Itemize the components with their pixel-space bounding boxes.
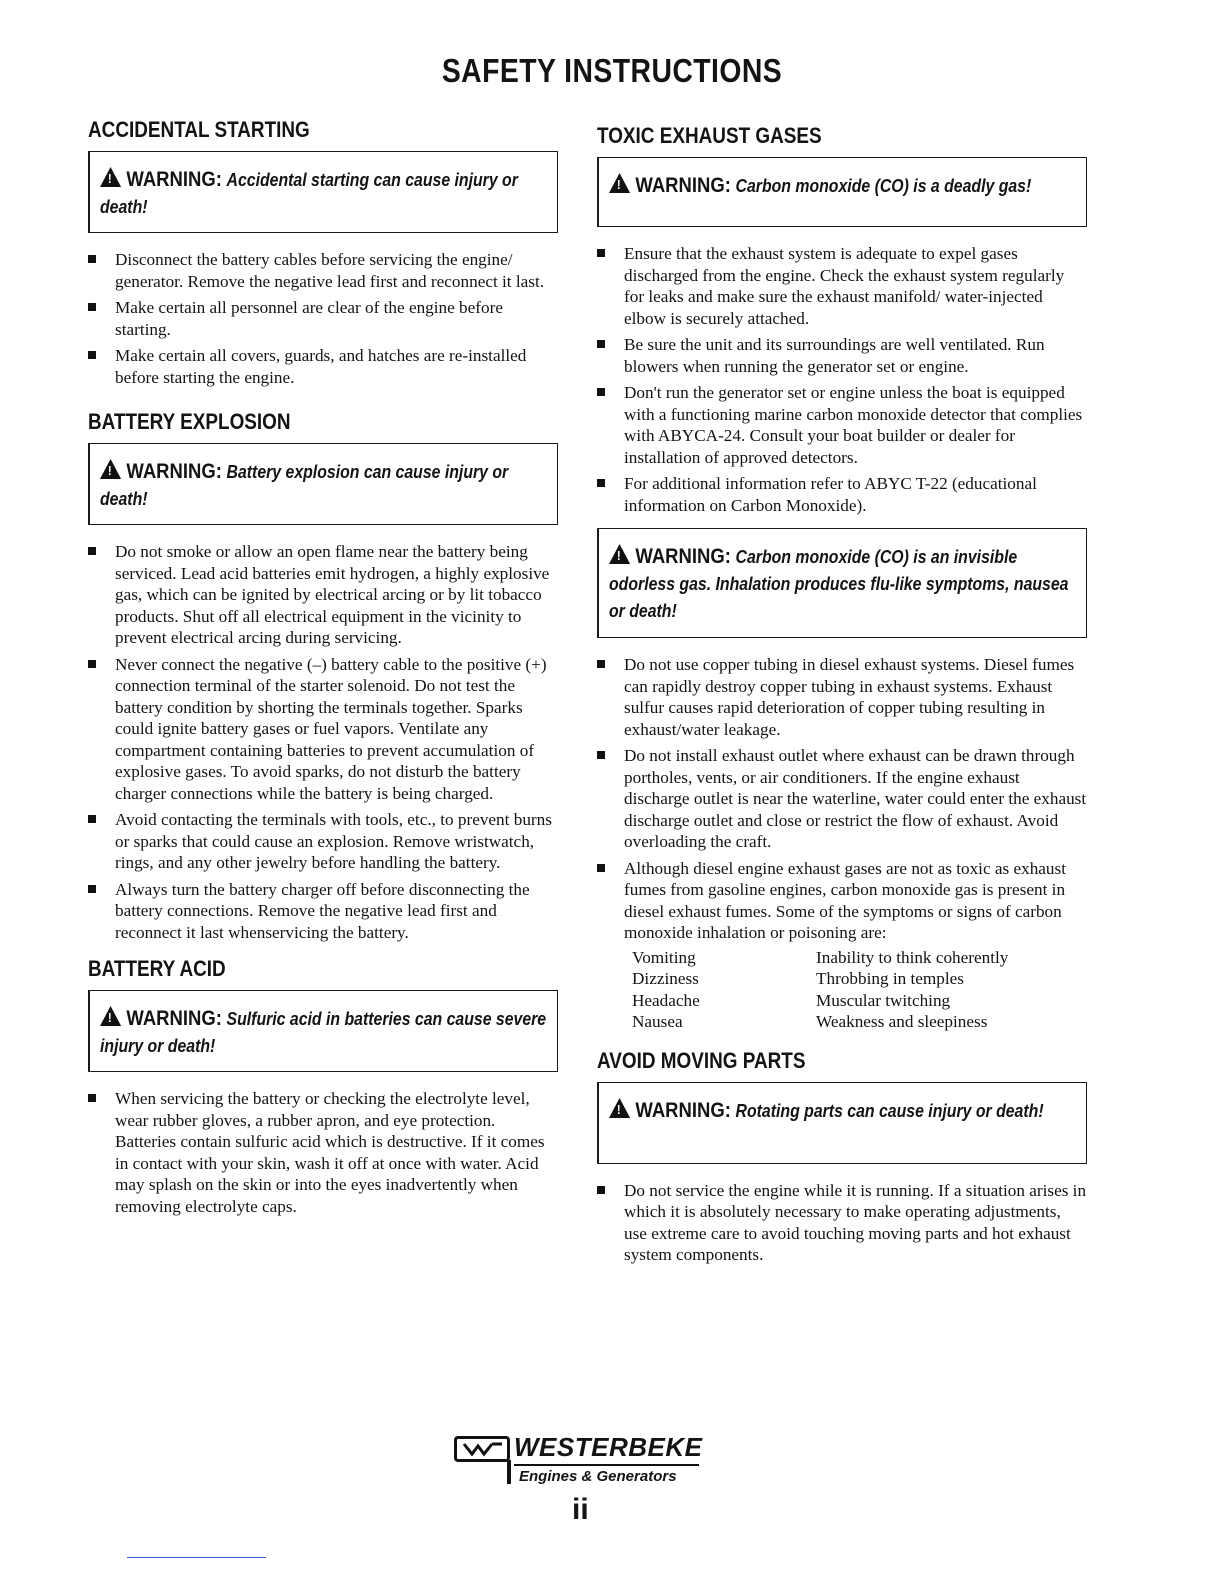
bullet-list-toxic-exhaust: [597, 243, 1087, 516]
list-item: Do not install exhaust outlet where exhaust can be drawn through portholes, vents, or air conditioners. If the engine exhaust discharge outlet is near the waterline, water could enter the exhaust discharge outlet and close or restrict the flow of exhaust. Avoid overloading the craft.: [597, 745, 1087, 853]
bullet-list-battery-acid: [88, 1088, 558, 1217]
list-item: Don't run the generator set or engine unless the boat is equipped with a functioning marine carbon monoxide detector that complies with ABYCA-24. Consult your boat builder or dealer for installation of approved detectors.: [597, 382, 1087, 468]
warning-message: Carbon monoxide (CO) is a deadly gas!: [735, 176, 1032, 196]
bullet-square-icon: [597, 340, 605, 348]
bullet-square-icon: [597, 751, 605, 759]
warning-triangle-icon: [100, 167, 121, 187]
symptom-item: Nausea: [632, 1012, 683, 1031]
bullet-list-battery-explosion: [88, 541, 558, 943]
section-heading-battery-acid: BATTERY ACID: [88, 956, 226, 981]
section-heading-battery-explosion: BATTERY EXPLOSION: [88, 409, 291, 434]
bullet-square-icon: [88, 255, 96, 263]
warning-label: WARNING:: [126, 1007, 222, 1030]
list-item: Make certain all personnel are clear of the engine before starting.: [88, 297, 558, 340]
warning-label: WARNING:: [635, 545, 731, 568]
bullet-square-icon: [88, 1094, 96, 1102]
warning-box-toxic-exhaust: [597, 157, 1087, 227]
list-item: Be sure the unit and its surroundings are well ventilated. Run blowers when running the generator set or engine.: [597, 334, 1087, 377]
list-item: When servicing the battery or checking the electrolyte level, wear rubber gloves, a rubber apron, and eye protection. Batteries contain sulfuric acid which is destructive. If it comes in contact with your skin, wash it off at once with water. Acid may splash on the skin or into the eyes inadvertently when removing electrolyte caps.: [88, 1088, 558, 1217]
warning-message: Accidental starting can cause injury or death!: [100, 170, 518, 217]
bullet-list-moving-parts: [597, 1180, 1087, 1266]
bullet-square-icon: [597, 1186, 605, 1194]
symptom-item: Weakness and sleepiness: [816, 1012, 988, 1031]
list-item: For additional information refer to ABYC T-22 (educational information on Carbon Monoxide).: [597, 473, 1087, 516]
logo-tagline: Engines & Generators: [519, 1468, 677, 1485]
warning-message: Carbon monoxide (CO) is an invisible odorless gas. Inhalation produces flu-like symptoms, nausea or death!: [609, 547, 1069, 621]
logo-stem: [507, 1460, 511, 1484]
symptom-item: Headache: [632, 990, 700, 1010]
symptom-item: Muscular twitching: [816, 990, 951, 1010]
list-item: Although diesel engine exhaust gases are not as toxic as exhaust fumes from gasoline engines, carbon monoxide gas is present in diesel exhaust fumes. Some of the symptoms or signs of carbon monoxide inhalation or poisoning are:: [597, 858, 1087, 944]
section-heading-accidental-starting: ACCIDENTAL STARTING: [88, 117, 310, 142]
list-item: Do not smoke or allow an open flame near the battery being serviced. Lead acid batteries emit hydrogen, a highly explosive gas, which can be ignited by electrical arcing or by lit tobacco products. Shut off all electrical equipment in the vicinity to prevent electrical arcing during servicing.: [88, 541, 558, 649]
warning-box-battery-explosion: [88, 443, 558, 525]
warning-label: WARNING:: [126, 168, 222, 191]
list-item: Ensure that the exhaust system is adequate to expel gases discharged from the engine. Check the exhaust system regularly for leaks and make sure the exhaust manifold/ water-injected elbow is securely attached.: [597, 243, 1087, 329]
logo-rule: [514, 1464, 699, 1466]
logo-brand: WESTERBEKE: [514, 1432, 703, 1462]
bullet-list-exhaust-copper: [597, 654, 1087, 944]
bullet-square-icon: [88, 815, 96, 823]
logo-mark-icon: [454, 1436, 510, 1462]
list-item: Avoid contacting the terminals with tools, etc., to prevent burns or sparks that could cause an explosion. Remove wristwatch, rings, and any other jewelry before handling the battery.: [88, 809, 558, 874]
page-title: SAFETY INSTRUCTIONS: [441, 52, 783, 89]
bullet-square-icon: [88, 660, 96, 668]
symptom-item: Dizziness: [632, 969, 699, 988]
warning-label: WARNING:: [635, 174, 731, 197]
warning-triangle-icon: [100, 1006, 121, 1026]
section-heading-moving-parts: AVOID MOVING PARTS: [597, 1047, 806, 1073]
warning-triangle-icon: [100, 459, 121, 479]
bullet-square-icon: [597, 660, 605, 668]
bullet-square-icon: [88, 547, 96, 555]
list-item: Do not service the engine while it is running. If a situation arises in which it is absolutely necessary to make operating adjustments, use extreme care to avoid touching moving parts and hot exhaust system components.: [597, 1180, 1087, 1266]
page-number: ii: [572, 1493, 589, 1526]
bullet-square-icon: [88, 303, 96, 311]
bullet-list-accidental-starting: [88, 249, 558, 388]
bullet-square-icon: [88, 885, 96, 893]
symptom-item: Vomiting: [632, 947, 696, 967]
westerbeke-logo: [454, 1432, 714, 1492]
warning-message: Rotating parts can cause injury or death!: [735, 1100, 1044, 1121]
section-heading-toxic-exhaust: TOXIC EXHAUST GASES: [597, 123, 822, 148]
warning-box-battery-acid: [88, 990, 558, 1072]
bullet-square-icon: [597, 388, 605, 396]
warning-box-co-invisible: [597, 528, 1087, 638]
right-column: [597, 122, 1087, 1278]
warning-triangle-icon: [609, 173, 630, 193]
warning-label: WARNING:: [126, 460, 222, 483]
left-column: [88, 116, 558, 1229]
bullet-square-icon: [597, 249, 605, 257]
list-item: Disconnect the battery cables before servicing the engine/ generator. Remove the negative lead first and reconnect it last.: [88, 249, 558, 292]
bullet-square-icon: [597, 479, 605, 487]
list-item: Never connect the negative (–) battery cable to the positive (+) connection terminal of the starter solenoid. Do not test the battery condition by shorting the terminals together. Sparks could ignite battery gases or fuel vapors. Ventilate any compartment containing batteries to prevent accumulation of explosive gases. To avoid sparks, do not disturb the battery charger connections while the battery is being charged.: [88, 654, 558, 805]
symptom-item: Inability to think coherently: [816, 947, 1009, 967]
warning-triangle-icon: [609, 1098, 630, 1118]
warning-message: Battery explosion can cause injury or death!: [100, 462, 509, 509]
list-item: Always turn the battery charger off before disconnecting the battery connections. Remove the negative lead first and reconnect it last whenservicing the battery.: [88, 879, 558, 944]
bullet-square-icon: [597, 864, 605, 872]
symptom-list: [632, 947, 1087, 1033]
symptom-item: Throbbing in temples: [816, 969, 964, 988]
list-item: Do not use copper tubing in diesel exhaust systems. Diesel fumes can rapidly destroy copper tubing in exhaust systems. Exhaust sulfur causes rapid deterioration of copper tubing resulting in exhaust/water leakage.: [597, 654, 1087, 740]
warning-triangle-icon: [609, 544, 630, 564]
footer-divider: [127, 1557, 266, 1558]
warning-message: Sulfuric acid in batteries can cause severe injury or death!: [100, 1009, 547, 1056]
warning-box-moving-parts: [597, 1082, 1087, 1164]
bullet-square-icon: [88, 351, 96, 359]
warning-label: WARNING:: [635, 1098, 731, 1122]
warning-box-accidental-starting: [88, 151, 558, 233]
list-item: Make certain all covers, guards, and hatches are re-installed before starting the engine.: [88, 345, 558, 388]
